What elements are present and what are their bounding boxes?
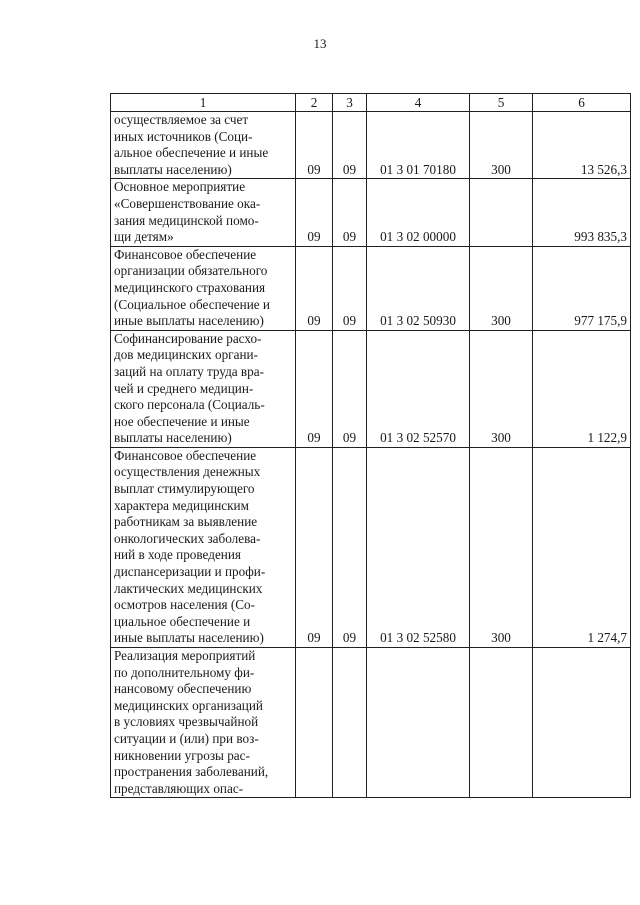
table-row xyxy=(111,648,631,798)
section-code xyxy=(296,648,333,798)
expense-type-code: 300 xyxy=(470,330,533,447)
subsection-code: 09 xyxy=(333,112,367,179)
expense-type-code xyxy=(470,648,533,798)
header-col-4: 4 xyxy=(367,94,470,112)
subsection-code: 09 xyxy=(333,179,367,246)
amount: 1 122,9 xyxy=(533,330,631,447)
expense-type-code: 300 xyxy=(470,246,533,330)
target-article-code: 01 3 02 50930 xyxy=(367,246,470,330)
row-description: осуществляемое за счет иных источников (Соци- альное обеспечение и иные выплаты населению) xyxy=(111,112,296,179)
header-col-1: 1 xyxy=(111,94,296,112)
section-code: 09 xyxy=(296,246,333,330)
subsection-code: 09 xyxy=(333,330,367,447)
target-article-code xyxy=(367,648,470,798)
section-code: 09 xyxy=(296,330,333,447)
page-number: 13 xyxy=(313,36,327,51)
expense-type-code: 300 xyxy=(470,447,533,647)
subsection-code: 09 xyxy=(333,246,367,330)
header-row xyxy=(111,94,631,112)
subsection-code xyxy=(333,648,367,798)
row-description: Реализация мероприятий по дополнительному фи- нансовому обеспечению медицинских организаций в условиях чрезвычайной ситуации и (или) при воз- никновении угрозы рас- пространения заболеваний, представляющих опас- xyxy=(111,648,296,798)
table-row xyxy=(111,447,631,647)
table-row xyxy=(111,112,631,179)
header-col-3: 3 xyxy=(333,94,367,112)
header-col-6: 6 xyxy=(533,94,631,112)
table-row xyxy=(111,330,631,447)
section-code: 09 xyxy=(296,179,333,246)
header-col-5: 5 xyxy=(470,94,533,112)
table-row xyxy=(111,179,631,246)
amount: 1 274,7 xyxy=(533,447,631,647)
amount xyxy=(533,648,631,798)
amount: 993 835,3 xyxy=(533,179,631,246)
section-code: 09 xyxy=(296,447,333,647)
row-description: Финансовое обеспечение осуществления денежных выплат стимулирующего характера медицинским работникам за выявление онкологических заболева- ний в ходе проведения диспансеризации и профи- лактических медицинских осмотров населения (Со- циальное обеспечение и иные выплаты населению) xyxy=(111,447,296,647)
target-article-code: 01 3 02 52580 xyxy=(367,447,470,647)
subsection-code: 09 xyxy=(333,447,367,647)
row-description: Софинансирование расхо- дов медицинских органи- заций на оплату труда вра- чей и среднего медицин- ского персонала (Социаль- ное обеспечение и иные выплаты населению) xyxy=(111,330,296,447)
table-row xyxy=(111,246,631,330)
budget-table xyxy=(110,93,631,798)
target-article-code: 01 3 02 52570 xyxy=(367,330,470,447)
row-description: Основное мероприятие «Совершенствование ока- зания медицинской помо- щи детям» xyxy=(111,179,296,246)
header-col-2: 2 xyxy=(296,94,333,112)
target-article-code: 01 3 01 70180 xyxy=(367,112,470,179)
section-code: 09 xyxy=(296,112,333,179)
amount: 977 175,9 xyxy=(533,246,631,330)
amount: 13 526,3 xyxy=(533,112,631,179)
target-article-code: 01 3 02 00000 xyxy=(367,179,470,246)
expense-type-code xyxy=(470,179,533,246)
expense-type-code: 300 xyxy=(470,112,533,179)
row-description: Финансовое обеспечение организации обязательного медицинского страхования (Социальное обеспечение и иные выплаты населению) xyxy=(111,246,296,330)
